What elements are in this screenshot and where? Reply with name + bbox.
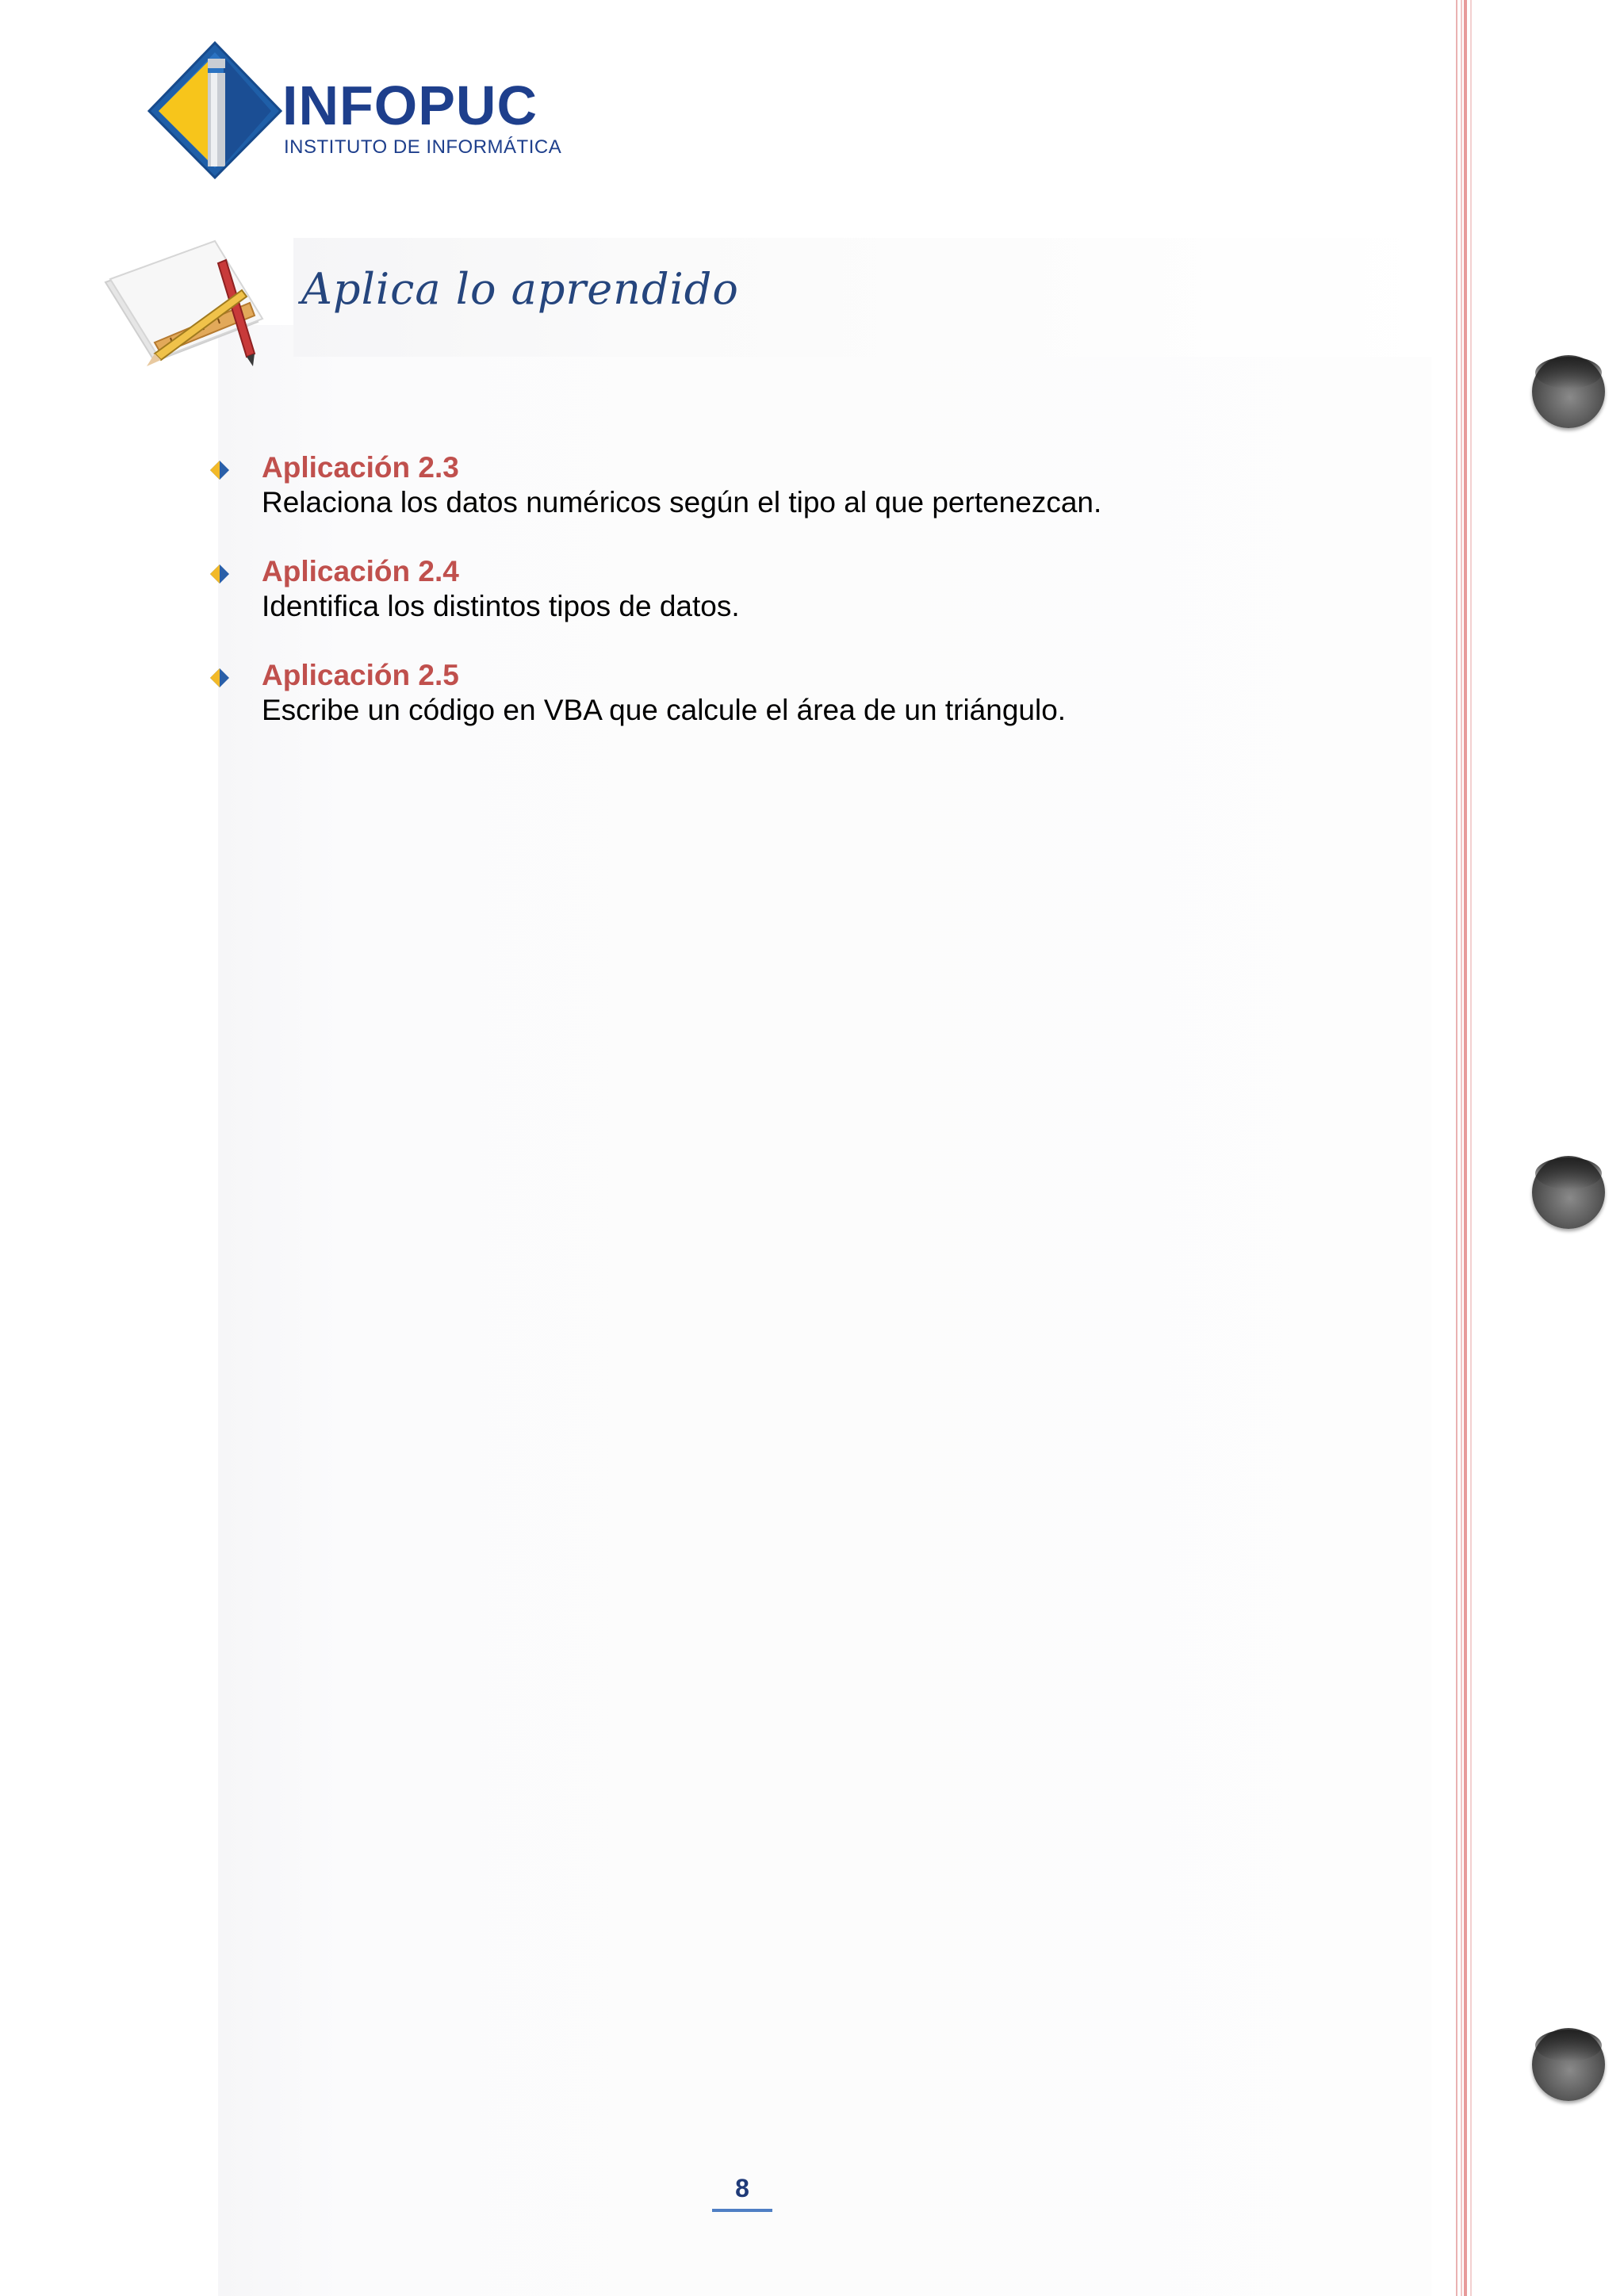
application-heading: Aplicación 2.3 (262, 451, 459, 484)
list-item (208, 450, 1397, 554)
binder-hole (1532, 2028, 1605, 2101)
logo-subtitle: INSTITUTO DE INFORMÁTICA (284, 136, 562, 158)
binder-hole (1532, 1156, 1605, 1229)
margin-line (1470, 0, 1472, 2296)
margin-line (1461, 0, 1462, 2296)
binder-hole (1532, 355, 1605, 428)
list-item (208, 658, 1397, 762)
application-description: Relaciona los datos numéricos según el tipo al que pertenezcan. (262, 486, 1102, 519)
application-heading: Aplicación 2.5 (262, 659, 459, 691)
logo-name: INFOPUC (282, 75, 538, 136)
application-description: Escribe un código en VBA que calcule el área de un triángulo. (262, 694, 1067, 726)
diamond-bullet-icon (208, 562, 232, 586)
application-heading: Aplicación 2.4 (262, 555, 459, 587)
page-number-underline (712, 2209, 772, 2212)
application-description: Identifica los distintos tipos de datos. (262, 590, 740, 622)
page-number: 8 (735, 2174, 749, 2202)
list-item (208, 554, 1397, 658)
section-title: Aplica lo aprendido (301, 264, 739, 314)
diamond-bullet-icon (208, 458, 232, 482)
logo-mark-icon (147, 41, 282, 181)
margin-line (1456, 0, 1457, 2296)
margin-line (1464, 0, 1467, 2296)
applications-list (208, 450, 1397, 762)
infopuc-logo (147, 41, 592, 181)
drafting-tools-icon (99, 235, 282, 369)
diamond-bullet-icon (208, 666, 232, 690)
